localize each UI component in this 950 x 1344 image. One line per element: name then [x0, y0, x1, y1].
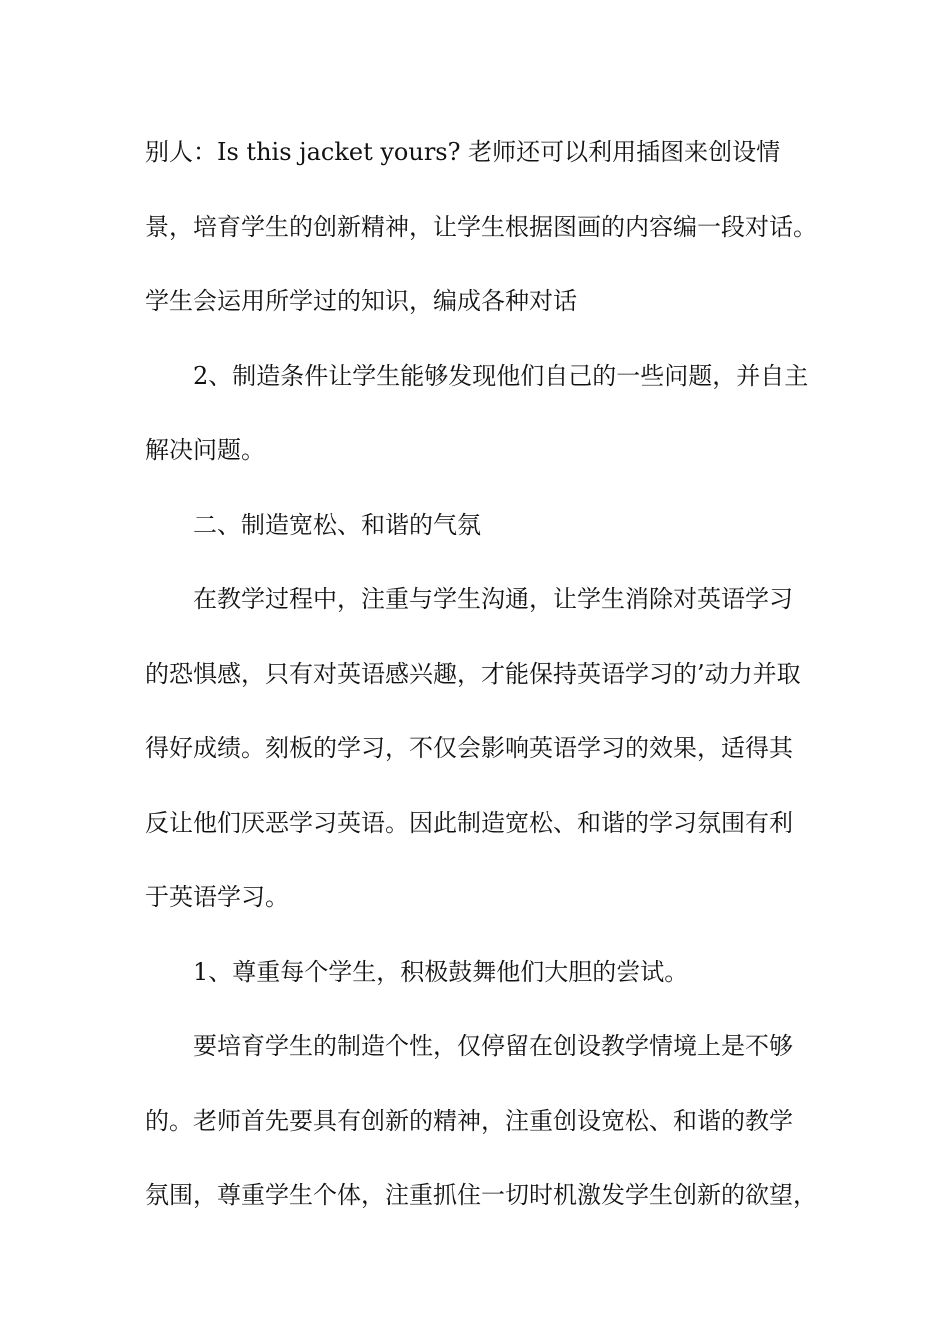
text-line: 景，培育学生的创新精神，让学生根据图画的内容编一段对话。 — [145, 213, 817, 241]
paragraph-first-line: 在教学过程中，注重与学生沟通，让学生消除对英语学习 — [193, 585, 793, 613]
text-line: 的。老师首先要具有创新的精神，注重创设宽松、和谐的教学 — [145, 1107, 793, 1135]
text-line: 反让他们厌恶学习英语。因此制造宽松、和谐的学习氛围有利 — [145, 809, 793, 837]
subsection-heading: 1、尊重每个学生，积极鼓舞他们大胆的尝试。 — [193, 958, 689, 986]
paragraph-first-line: 要培育学生的制造个性，仅停留在创设教学情境上是不够 — [193, 1032, 793, 1060]
section-heading: 二、制造宽松、和谐的气氛 — [193, 511, 481, 539]
text-line: 解决问题。 — [145, 436, 265, 464]
text-line: 别人：Is this jacket yours? 老师还可以利用插图来创设情 — [145, 138, 781, 166]
text-line: 得好成绩。刻板的学习，不仅会影响英语学习的效果，适得其 — [145, 734, 793, 762]
text-line: 氛围，尊重学生个体，注重抓住一切时机激发学生创新的欲望， — [145, 1181, 817, 1209]
text-line: 的恐惧感，只有对英语感兴趣，才能保持英语学习的’动力并取 — [145, 660, 801, 688]
text-line: 于英语学习。 — [145, 883, 289, 911]
paragraph-first-line: 2、制造条件让学生能够发现他们自己的一些问题，并自主 — [193, 362, 809, 390]
text-line: 学生会运用所学过的知识，编成各种对话 — [145, 287, 577, 315]
